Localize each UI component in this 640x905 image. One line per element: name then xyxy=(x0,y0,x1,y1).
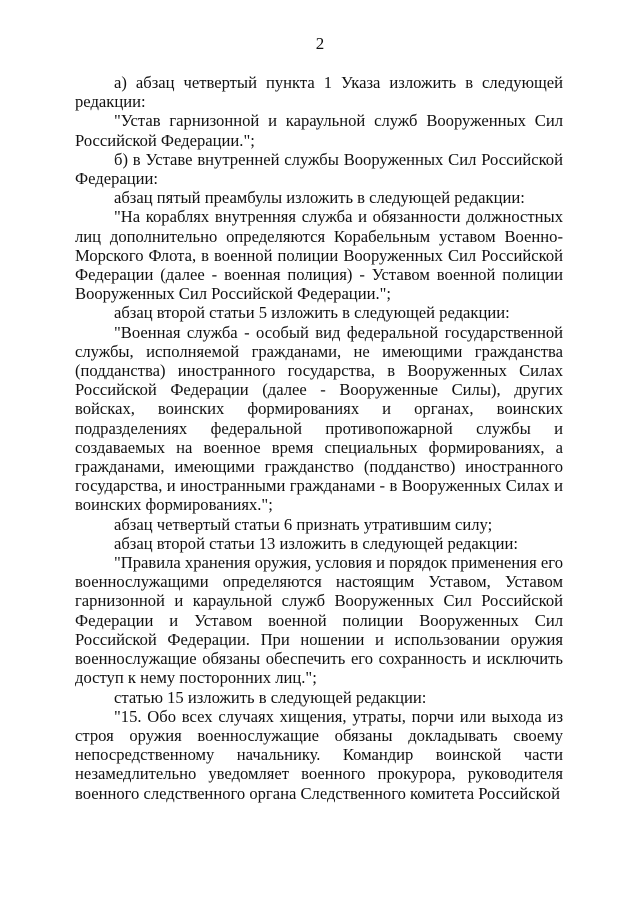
paragraph: абзац второй статьи 5 изложить в следующей редакции: xyxy=(114,303,510,323)
paragraph: "Устав гарнизонной и караульной служб Вооруженных Сил Российской Федерации."; xyxy=(75,111,563,150)
paragraph: "15. Обо всех случаях хищения, утраты, порчи или выхода из строя оружия военнослужащие обязаны докладывать своему непосредственному начальнику. Командир воинской части незамедлительно уведомляет военного прокурора, руководителя военного следственного органа Следственного комитета Российской xyxy=(75,706,563,803)
paragraph: абзац четвертый статьи 6 признать утратившим силу; xyxy=(114,514,493,534)
paragraph: а) абзац четвертый пункта 1 Указа изложить в следующей редакции: xyxy=(75,73,563,112)
paragraph: абзац пятый преамбулы изложить в следующей редакции: xyxy=(114,188,525,208)
paragraph: абзац второй статьи 13 изложить в следующей редакции: xyxy=(114,533,519,553)
paragraph: "Военная служба - особый вид федеральной государственной службы, исполняемой гражданами, не имеющими гражданства (подданства) иностранного государства, в Вооруженных Силах Российской Федерации (далее - Вооруженные Силы), других войсках, воинских формированиях и органах, воинских подразделениях федеральной противопожарной службы и создаваемых на военное время специальных формированиях, а гражданами, имеющими гражданство (подданство) иностранного государства, и иностранными гражданами - в Вооруженных Силах и воинских формированиях."; xyxy=(75,322,563,515)
paragraph: "На кораблях внутренняя служба и обязанности должностных лиц дополнительно определяются Корабельным уставом Военно-Морского Флота, в военной полиции Вооруженных Сил Российской Федерации (далее - военная полиция) - Уставом военной полиции Вооруженных Сил Российской Федерации."; xyxy=(75,207,563,304)
paragraph: б) в Уставе внутренней службы Вооруженных Сил Российской Федерации: xyxy=(75,149,563,189)
document-body xyxy=(75,73,563,803)
page-number: 2 xyxy=(315,34,325,53)
paragraph: статью 15 изложить в следующей редакции: xyxy=(114,687,427,707)
paragraph: "Правила хранения оружия, условия и порядок применения его военнослужащими определяются настоящим Уставом, Уставом гарнизонной и караульной служб Вооруженных Сил Российской Федерации и Уставом военной полиции Вооруженных Сил Российской Федерации. При ношении и использовании оружия военнослужащие обязаны обеспечить его сохранность и исключить доступ к нему посторонних лиц."; xyxy=(75,553,563,688)
